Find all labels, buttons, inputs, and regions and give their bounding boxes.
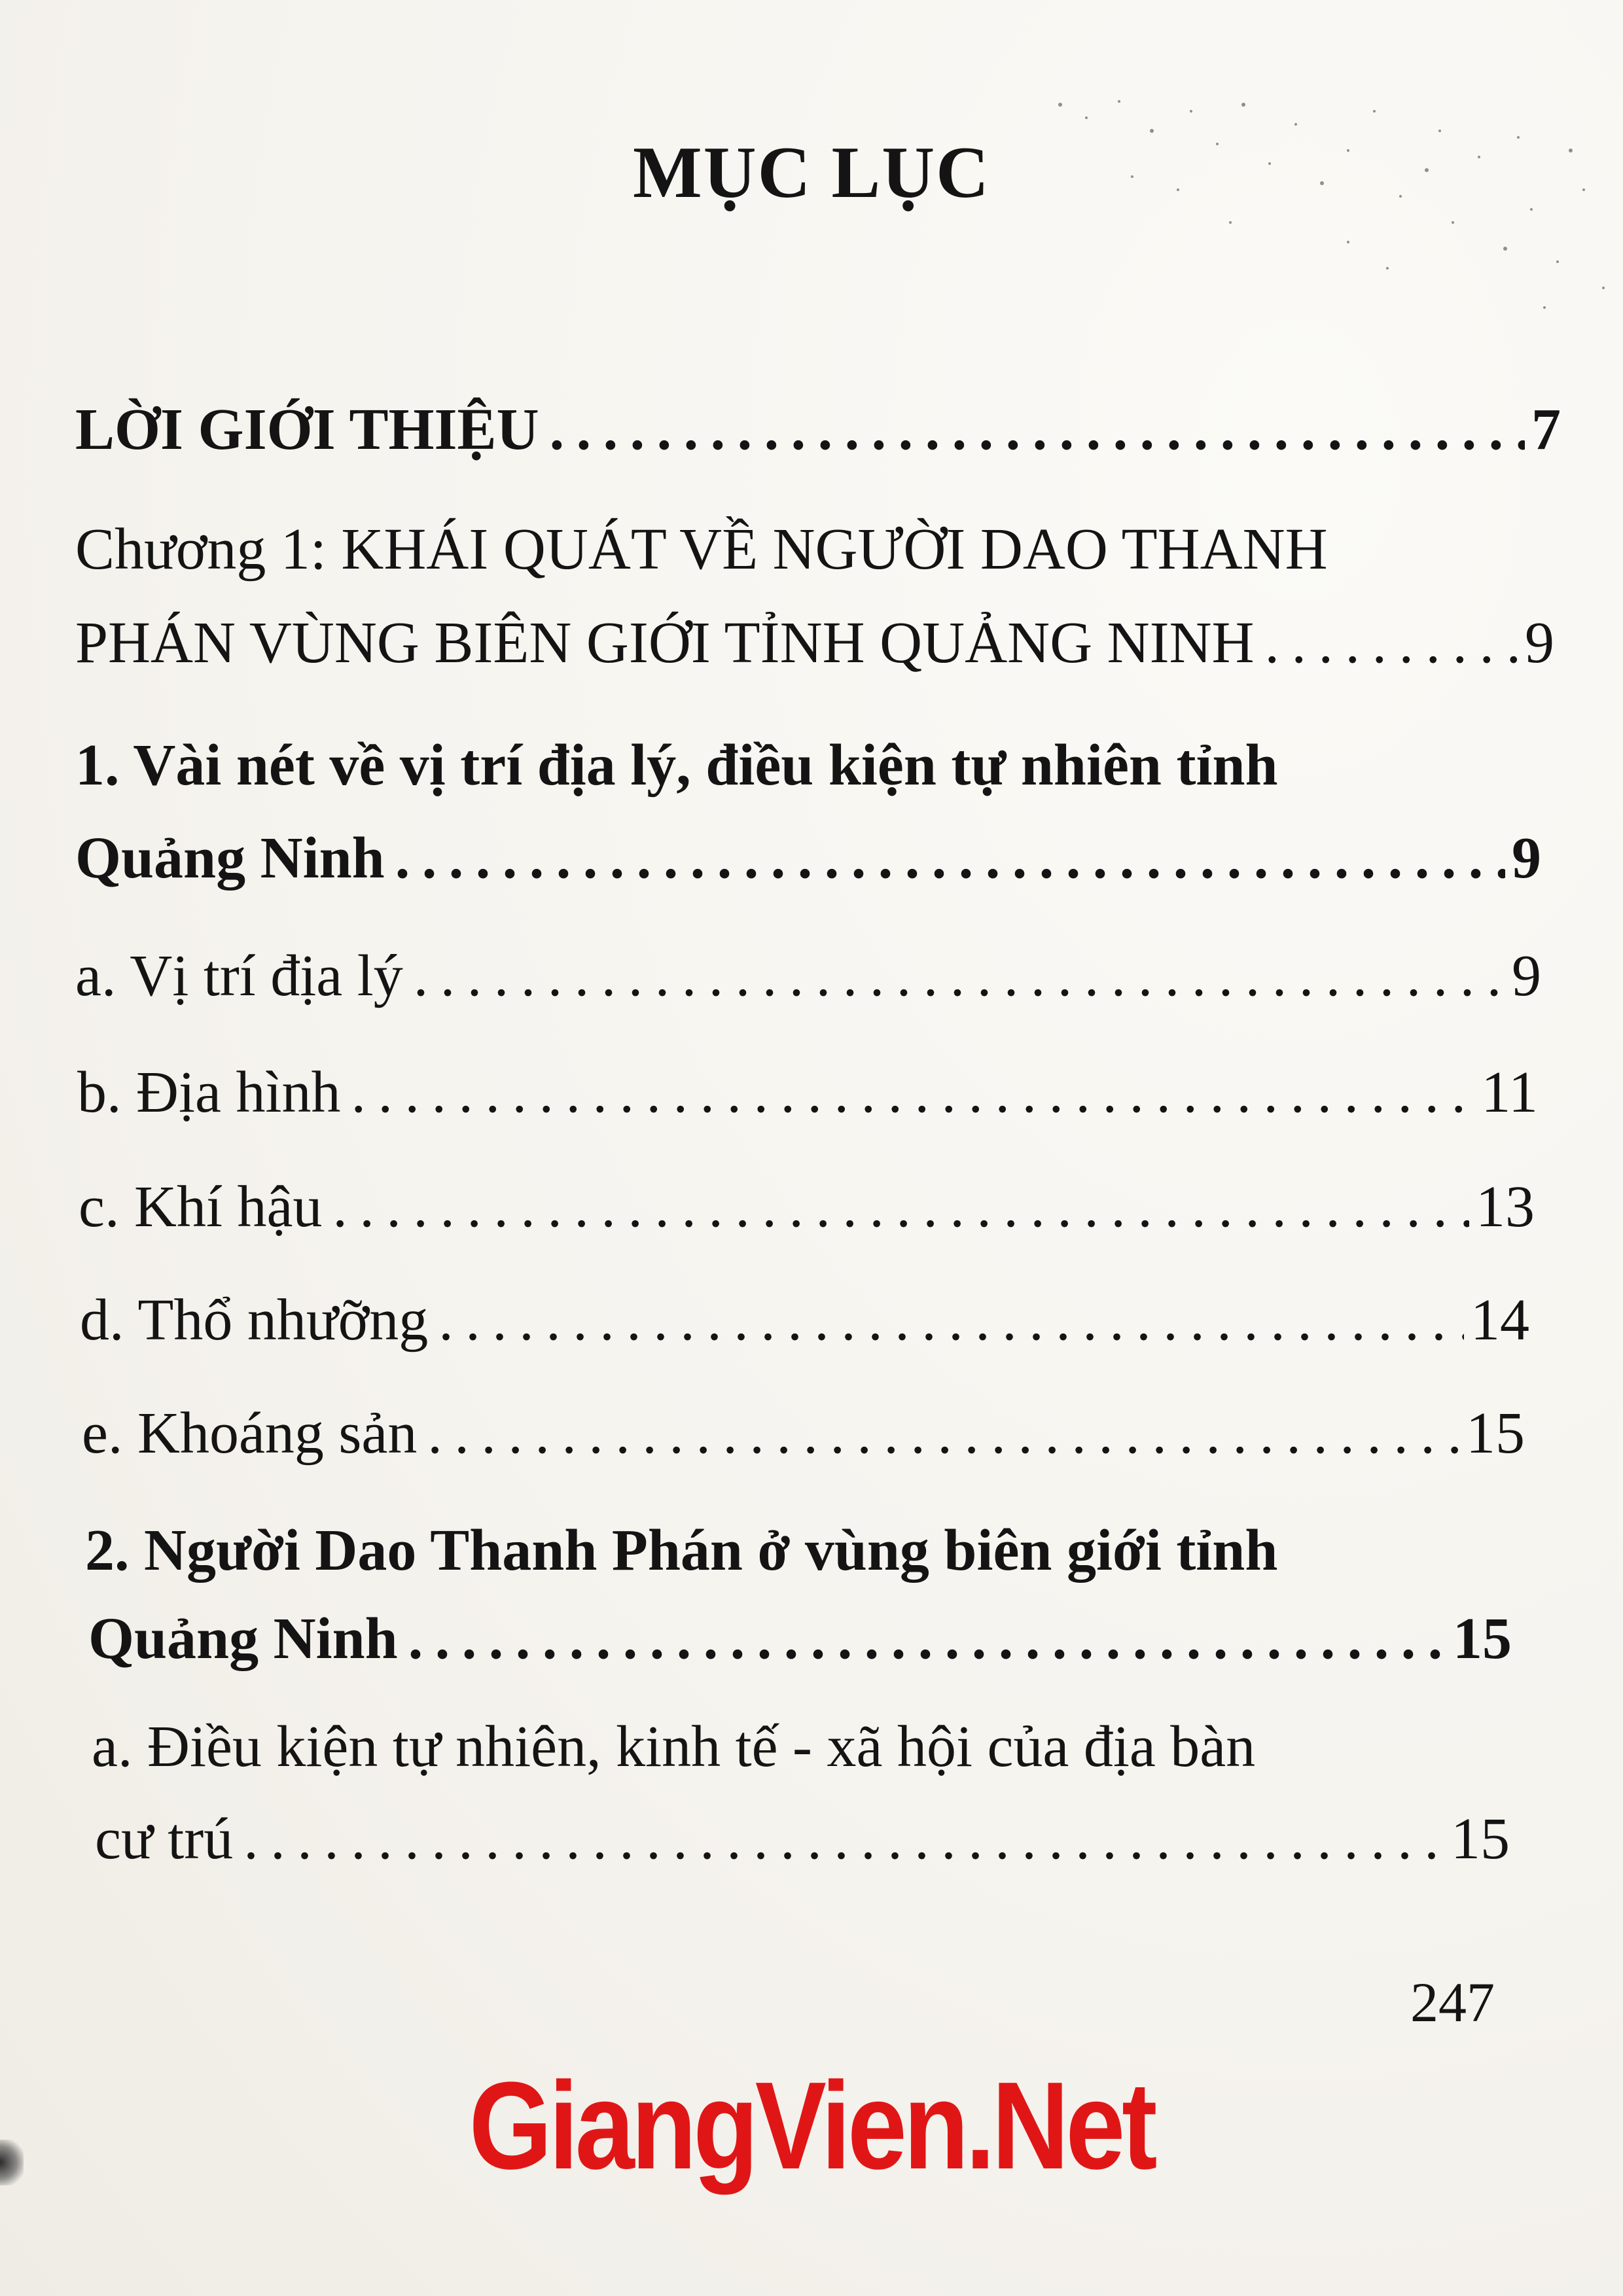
dot-leader — [332, 1178, 1469, 1237]
toc-entry-text: 1. Vài nét về vị trí địa lý, điều kiện tự nhiên tỉnh — [75, 733, 1278, 798]
toc-entry — [75, 826, 1541, 891]
toc-entry-page: 15 — [1466, 1401, 1525, 1466]
page-title: MỤC LỤC — [633, 132, 990, 213]
dot-leader — [408, 1610, 1446, 1669]
toc-entry — [82, 1401, 1525, 1466]
dot-leader — [427, 1404, 1459, 1463]
toc-entry-text: c. Khí hậu — [79, 1174, 323, 1239]
toc-entry-text: LỜI GIỚI THIỆU — [75, 397, 539, 462]
dot-leader — [1265, 614, 1518, 673]
toc-entry — [88, 1606, 1512, 1671]
toc-entry-text: a. Điều kiện tự nhiên, kinh tế - xã hội của địa bàn — [92, 1714, 1256, 1779]
toc-entry — [75, 944, 1541, 1008]
toc-entry-text: d. Thổ nhưỡng — [80, 1288, 429, 1352]
dot-leader — [438, 1291, 1464, 1350]
toc-entry-page: 15 — [1453, 1606, 1512, 1671]
toc-entry-page: 9 — [1512, 944, 1541, 1008]
dot-leader — [550, 400, 1525, 459]
watermark-text: GiangVien.Net — [469, 2057, 1154, 2195]
toc-entry-page: 9 — [1525, 610, 1554, 675]
toc-entry-page: 13 — [1476, 1174, 1535, 1239]
toc-entry-text: cư trú — [95, 1807, 234, 1871]
dot-leader — [243, 1810, 1444, 1869]
toc-entry-text: a. Vị trí địa lý — [75, 944, 403, 1008]
toc-entry-page: 14 — [1471, 1288, 1529, 1352]
toc-entry-page: 11 — [1481, 1060, 1538, 1125]
toc-entry-text: PHÁN VÙNG BIÊN GIỚI TỈNH QUẢNG NINH — [75, 610, 1255, 675]
page-number: 247 — [1410, 1971, 1495, 2034]
toc-entry-page: 9 — [1512, 826, 1541, 891]
dot-leader — [351, 1063, 1474, 1122]
toc-entry — [95, 1807, 1510, 1871]
toc-entry-text: 2. Người Dao Thanh Phán ở vùng biên giới tỉnh — [85, 1518, 1278, 1583]
toc-entry-text: Quảng Ninh — [75, 826, 385, 891]
toc-entry — [77, 1060, 1538, 1125]
toc-entry-text: Chương 1: KHÁI QUÁT VỀ NGƯỜI DAO THANH — [75, 517, 1328, 582]
toc-entry-text: b. Địa hình — [77, 1060, 341, 1125]
scan-edge-shadow — [0, 2140, 24, 2185]
toc-entry-page: 7 — [1531, 397, 1561, 462]
toc-entry — [75, 610, 1554, 675]
toc-entry — [75, 397, 1561, 462]
toc-entry-text: Quảng Ninh — [88, 1606, 398, 1671]
toc-entry — [79, 1174, 1535, 1239]
toc-entry — [80, 1288, 1529, 1352]
dot-leader — [414, 947, 1505, 1006]
toc-entry-text: e. Khoáng sản — [82, 1401, 418, 1466]
toc-entry-page: 15 — [1451, 1807, 1510, 1871]
dot-leader — [395, 829, 1505, 888]
